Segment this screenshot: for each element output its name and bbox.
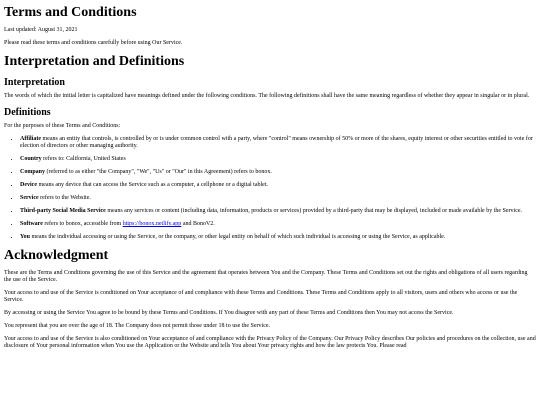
definition-term: Software bbox=[20, 221, 43, 227]
definition-term: Service bbox=[20, 195, 39, 201]
definition-text: (referred to as either "the Company", "We", "Us" or "Our" in this Agreement) refers to bonox. bbox=[45, 169, 272, 175]
acknowledgment-paragraph: These are the Terms and Conditions governing the use of this Service and the agreement that operates between You and the Company. These Terms and Conditions set out the rights and obligations of all users regarding the use of the Service. bbox=[4, 270, 528, 283]
acknowledgment-paragraph: You represent that you are over the age of 18. The Company does not permit those under 18 to use the Service. bbox=[4, 323, 271, 329]
definitions-intro: For the purposes of these Terms and Conditions: bbox=[4, 123, 121, 129]
definition-term: Country bbox=[20, 156, 42, 162]
definition-term: Company bbox=[20, 169, 46, 175]
definition-text: refers to: California, United States bbox=[41, 156, 126, 162]
definitions-heading: Definitions bbox=[4, 107, 51, 118]
definition-service bbox=[20, 195, 536, 202]
definition-text: means the individual accessing or using the Service, or the company, or other legal entity on behalf of which such individual is accessing or using the Service, as applicable. bbox=[30, 234, 446, 240]
definition-text: means any services or content (including data, information, products or services) provided by a third-party that may be displayed, included or made available by the Service. bbox=[105, 208, 523, 214]
software-link[interactable]: https://bonox.netlify.app bbox=[122, 221, 182, 227]
definition-affiliate bbox=[20, 136, 536, 150]
definition-device bbox=[20, 182, 536, 189]
acknowledgment-paragraph: Your access to and use of the Service is also conditioned on Your acceptance of and compliance with the Privacy Policy of the Company. Our Privacy Policy describes Our policies and procedures on the collection, use and disclosure of Your personal information when You use the Application or the Website and tells You about Your privacy rights and how the law protects You. Please read bbox=[4, 336, 536, 349]
acknowledgment-heading: Acknowledgment bbox=[4, 248, 109, 263]
definition-text: refers to the Website. bbox=[38, 195, 91, 201]
definition-software bbox=[20, 221, 536, 228]
interpretation-definitions-heading: Interpretation and Definitions bbox=[4, 54, 185, 69]
acknowledgment-paragraph: Your access to and use of the Service is conditioned on Your acceptance of and compliance with these Terms and Conditions. These Terms and Conditions apply to all visitors, users and others who access or use the Service. bbox=[4, 290, 518, 303]
definition-you bbox=[20, 234, 536, 241]
interpretation-text: The words of which the initial letter is capitalized have meanings defined under the following conditions. The following definitions shall have the same meaning regardless of whether they appear in singular or in plural. bbox=[4, 93, 530, 99]
acknowledgment-paragraph: By accessing or using the Service You agree to be bound by these Terms and Conditions. If You disagree with any part of these Terms and Conditions then You may not access the Service. bbox=[4, 310, 454, 316]
definition-third-party-social-media bbox=[20, 208, 536, 215]
definitions-list bbox=[4, 136, 536, 241]
definition-text: and BonoV2. bbox=[181, 221, 215, 227]
definition-term: Affiliate bbox=[20, 136, 41, 142]
definition-text: means an entity that controls, is controlled by or is under common control with a party, where "control" means ownership of 50% or more of the shares, equity interest or other securities entitled to vote for election of directors or other managing authority. bbox=[20, 136, 533, 149]
definition-text: means any device that can access the Service such as a computer, a cellphone or a digital tablet. bbox=[37, 182, 268, 188]
definition-text: refers to bonox, accessible from bbox=[42, 221, 123, 227]
intro-text: Please read these terms and conditions carefully before using Our Service. bbox=[4, 40, 183, 46]
page-title: Terms and Conditions bbox=[4, 5, 137, 20]
definition-term: Device bbox=[20, 182, 37, 188]
last-updated: Last updated: August 31, 2021 bbox=[4, 27, 78, 33]
definition-country bbox=[20, 156, 536, 163]
terms-document bbox=[0, 4, 540, 350]
definition-term: Third-party Social Media Service bbox=[20, 208, 106, 214]
interpretation-heading: Interpretation bbox=[4, 77, 65, 88]
definition-company bbox=[20, 169, 536, 176]
definition-term: You bbox=[20, 234, 31, 240]
